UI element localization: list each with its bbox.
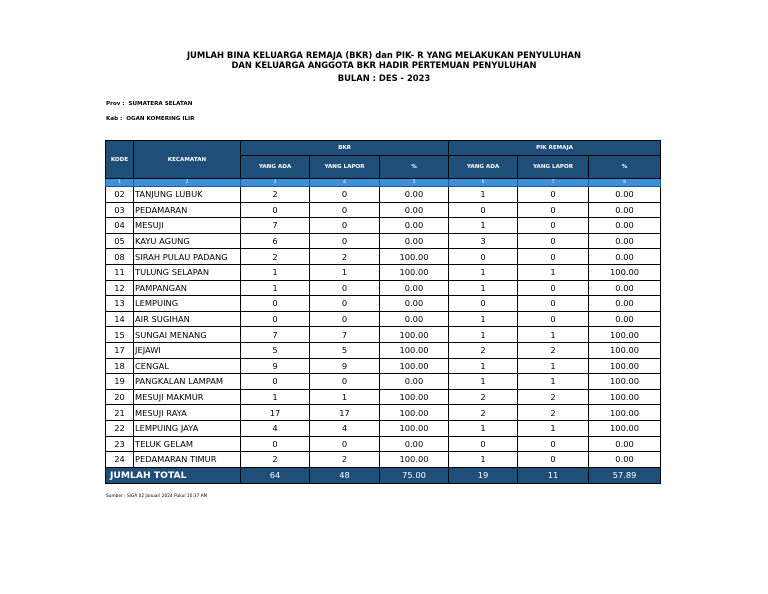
bkr-percent-cell: 100.00 [380, 420, 449, 436]
table-row [106, 218, 661, 234]
pik-yang-ada-cell: 0 [449, 296, 518, 312]
kode-cell: 02 [106, 187, 134, 203]
table-row [106, 202, 661, 218]
bkr-yang-ada-cell: 1 [241, 264, 310, 280]
header-bkr-yang-lapor: YANG LAPOR [310, 156, 380, 179]
pik-yang-ada-cell: 3 [449, 233, 518, 249]
kecamatan-cell: PEDAMARAN TIMUR [134, 452, 241, 468]
kecamatan-cell: MESUJI MAKMUR [134, 389, 241, 405]
table-row [106, 436, 661, 452]
kecamatan-cell: TELUK GELAM [134, 436, 241, 452]
table-row [106, 249, 661, 265]
pik-yang-lapor-cell: 0 [518, 187, 589, 203]
pik-percent-cell: 0.00 [589, 202, 661, 218]
pik-percent-cell: 0.00 [589, 436, 661, 452]
table-row [106, 358, 661, 374]
pik-percent-cell: 100.00 [589, 358, 661, 374]
regency-label: Kab : [106, 116, 123, 122]
pik-yang-ada-cell: 0 [449, 436, 518, 452]
bkr-yang-lapor-cell: 17 [310, 405, 380, 421]
kecamatan-cell: SIRAH PULAU PADANG [134, 249, 241, 265]
pik-yang-lapor-cell: 0 [518, 436, 589, 452]
kecamatan-cell: JEJAWI [134, 342, 241, 358]
bkr-percent-cell: 0.00 [380, 280, 449, 296]
pik-yang-ada-cell: 1 [449, 420, 518, 436]
pik-yang-lapor-cell: 0 [518, 218, 589, 234]
table-row [106, 280, 661, 296]
bkr-percent-cell: 100.00 [380, 342, 449, 358]
pik-yang-lapor-cell: 1 [518, 420, 589, 436]
data-table [105, 140, 661, 484]
pik-yang-lapor-cell: 0 [518, 233, 589, 249]
bkr-yang-lapor-cell: 1 [310, 264, 380, 280]
column-index: 6 [449, 179, 518, 187]
pik-yang-ada-cell: 1 [449, 187, 518, 203]
total-label: JUMLAH TOTAL [106, 467, 241, 483]
kode-cell: 12 [106, 280, 134, 296]
pik-yang-lapor-cell: 1 [518, 264, 589, 280]
bkr-yang-ada-cell: 1 [241, 389, 310, 405]
column-index: 1 [106, 179, 134, 187]
table-row [106, 264, 661, 280]
kode-cell: 24 [106, 452, 134, 468]
pik-yang-ada-cell: 1 [449, 358, 518, 374]
header-pik-yang-lapor: YANG LAPOR [518, 156, 589, 179]
column-index: 4 [310, 179, 380, 187]
pik-yang-lapor-cell: 0 [518, 202, 589, 218]
header-bkr: BKR [241, 141, 449, 156]
bkr-yang-ada-cell: 2 [241, 249, 310, 265]
total-row [106, 467, 661, 483]
kecamatan-cell: KAYU AGUNG [134, 233, 241, 249]
pik-percent-cell: 0.00 [589, 249, 661, 265]
report-period: BULAN : DES - 2023 [337, 73, 431, 83]
kode-cell: 11 [106, 264, 134, 280]
kode-cell: 14 [106, 311, 134, 327]
bkr-yang-ada-cell: 0 [241, 296, 310, 312]
regency-info [106, 116, 194, 122]
pik-yang-ada-cell: 1 [449, 218, 518, 234]
pik-yang-ada-cell: 0 [449, 202, 518, 218]
bkr-yang-lapor-cell: 1 [310, 389, 380, 405]
kode-cell: 19 [106, 374, 134, 390]
report-title-line-1: JUMLAH BINA KELUARGA REMAJA (BKR) dan PIK- R YANG MELAKUKAN PENYULUHAN [186, 50, 582, 60]
pik-yang-ada-cell: 1 [449, 374, 518, 390]
header-pik-percent: % [589, 156, 661, 179]
header-kode: KODE [106, 141, 134, 179]
bkr-yang-lapor-cell: 0 [310, 296, 380, 312]
column-index: 3 [241, 179, 310, 187]
table-row [106, 389, 661, 405]
bkr-percent-cell: 0.00 [380, 218, 449, 234]
bkr-yang-ada-cell: 0 [241, 202, 310, 218]
bkr-percent-cell: 0.00 [380, 311, 449, 327]
kecamatan-cell: SUNGAI MENANG [134, 327, 241, 343]
pik-yang-lapor-cell: 2 [518, 342, 589, 358]
total-pik-yang-ada: 19 [449, 467, 518, 483]
pik-yang-lapor-cell: 2 [518, 389, 589, 405]
province-info [106, 101, 192, 107]
kode-cell: 15 [106, 327, 134, 343]
kecamatan-cell: CENGAL [134, 358, 241, 374]
column-index: 8 [589, 179, 661, 187]
pik-yang-lapor-cell: 0 [518, 296, 589, 312]
table-row [106, 187, 661, 203]
bkr-percent-cell: 0.00 [380, 187, 449, 203]
bkr-yang-lapor-cell: 2 [310, 249, 380, 265]
kecamatan-cell: MESUJI RAYA [134, 405, 241, 421]
pik-percent-cell: 0.00 [589, 296, 661, 312]
pik-yang-lapor-cell: 1 [518, 374, 589, 390]
bkr-yang-ada-cell: 17 [241, 405, 310, 421]
pik-percent-cell: 0.00 [589, 452, 661, 468]
total-bkr-yang-lapor: 48 [310, 467, 380, 483]
header-kecamatan: KECAMATAN [134, 141, 241, 179]
table-row [106, 420, 661, 436]
bkr-percent-cell: 100.00 [380, 452, 449, 468]
pik-percent-cell: 0.00 [589, 233, 661, 249]
bkr-percent-cell: 0.00 [380, 296, 449, 312]
table-row [106, 311, 661, 327]
table-row [106, 342, 661, 358]
province-value: SUMATERA SELATAN [128, 101, 193, 107]
bkr-yang-ada-cell: 7 [241, 327, 310, 343]
pik-yang-lapor-cell: 0 [518, 452, 589, 468]
kecamatan-cell: AIR SUGIHAN [134, 311, 241, 327]
kode-cell: 21 [106, 405, 134, 421]
kecamatan-cell: PAMPANGAN [134, 280, 241, 296]
bkr-yang-lapor-cell: 9 [310, 358, 380, 374]
pik-yang-lapor-cell: 0 [518, 280, 589, 296]
pik-percent-cell: 100.00 [589, 374, 661, 390]
kode-cell: 05 [106, 233, 134, 249]
header-bkr-percent: % [380, 156, 449, 179]
kecamatan-cell: PEDAMARAN [134, 202, 241, 218]
table-row [106, 405, 661, 421]
pik-yang-ada-cell: 2 [449, 389, 518, 405]
pik-yang-ada-cell: 1 [449, 264, 518, 280]
bkr-yang-lapor-cell: 0 [310, 311, 380, 327]
pik-percent-cell: 0.00 [589, 187, 661, 203]
kode-cell: 13 [106, 296, 134, 312]
pik-yang-ada-cell: 1 [449, 280, 518, 296]
bkr-yang-lapor-cell: 7 [310, 327, 380, 343]
table-row [106, 296, 661, 312]
bkr-yang-lapor-cell: 0 [310, 374, 380, 390]
bkr-yang-lapor-cell: 0 [310, 436, 380, 452]
kecamatan-cell: PANGKALAN LAMPAM [134, 374, 241, 390]
bkr-yang-ada-cell: 2 [241, 187, 310, 203]
pik-yang-lapor-cell: 2 [518, 405, 589, 421]
bkr-percent-cell: 0.00 [380, 202, 449, 218]
pik-yang-ada-cell: 0 [449, 249, 518, 265]
bkr-yang-ada-cell: 7 [241, 218, 310, 234]
pik-percent-cell: 100.00 [589, 342, 661, 358]
bkr-percent-cell: 100.00 [380, 327, 449, 343]
header-pik-yang-ada: YANG ADA [449, 156, 518, 179]
table-row [106, 452, 661, 468]
pik-yang-ada-cell: 2 [449, 405, 518, 421]
kecamatan-cell: TANJUNG LUBUK [134, 187, 241, 203]
pik-yang-lapor-cell: 1 [518, 358, 589, 374]
bkr-yang-lapor-cell: 0 [310, 187, 380, 203]
table-row [106, 374, 661, 390]
kode-cell: 23 [106, 436, 134, 452]
bkr-yang-ada-cell: 4 [241, 420, 310, 436]
bkr-yang-lapor-cell: 4 [310, 420, 380, 436]
pik-percent-cell: 0.00 [589, 311, 661, 327]
header-bkr-yang-ada: YANG ADA [241, 156, 310, 179]
bkr-percent-cell: 100.00 [380, 358, 449, 374]
bkr-yang-lapor-cell: 5 [310, 342, 380, 358]
kode-cell: 17 [106, 342, 134, 358]
bkr-yang-ada-cell: 9 [241, 358, 310, 374]
bkr-yang-ada-cell: 1 [241, 280, 310, 296]
regency-value: OGAN KOMERING ILIR [126, 116, 195, 122]
bkr-percent-cell: 100.00 [380, 249, 449, 265]
bkr-percent-cell: 0.00 [380, 374, 449, 390]
column-index: 7 [518, 179, 589, 187]
kecamatan-cell: LEMPUING [134, 296, 241, 312]
pik-yang-lapor-cell: 1 [518, 327, 589, 343]
bkr-percent-cell: 100.00 [380, 264, 449, 280]
bkr-yang-lapor-cell: 0 [310, 218, 380, 234]
kode-cell: 20 [106, 389, 134, 405]
pik-yang-ada-cell: 1 [449, 452, 518, 468]
bkr-yang-ada-cell: 5 [241, 342, 310, 358]
kecamatan-cell: TULUNG SELAPAN [134, 264, 241, 280]
pik-percent-cell: 0.00 [589, 218, 661, 234]
pik-percent-cell: 100.00 [589, 327, 661, 343]
pik-percent-cell: 0.00 [589, 280, 661, 296]
pik-yang-ada-cell: 1 [449, 327, 518, 343]
column-index: 2 [134, 179, 241, 187]
pik-percent-cell: 100.00 [589, 264, 661, 280]
column-index: 5 [380, 179, 449, 187]
bkr-yang-ada-cell: 0 [241, 436, 310, 452]
bkr-yang-lapor-cell: 2 [310, 452, 380, 468]
bkr-percent-cell: 0.00 [380, 436, 449, 452]
bkr-percent-cell: 100.00 [380, 389, 449, 405]
table-row [106, 327, 661, 343]
kode-cell: 04 [106, 218, 134, 234]
header-pik-remaja: PIK REMAJA [449, 141, 661, 156]
total-bkr-percent: 75.00 [380, 467, 449, 483]
bkr-percent-cell: 100.00 [380, 405, 449, 421]
total-pik-yang-lapor: 11 [518, 467, 589, 483]
kode-cell: 22 [106, 420, 134, 436]
pik-yang-ada-cell: 1 [449, 311, 518, 327]
province-label: Prov : [106, 101, 125, 107]
total-bkr-yang-ada: 64 [241, 467, 310, 483]
kode-cell: 08 [106, 249, 134, 265]
total-pik-percent: 57.89 [589, 467, 661, 483]
pik-yang-lapor-cell: 0 [518, 249, 589, 265]
pik-yang-ada-cell: 2 [449, 342, 518, 358]
bkr-yang-lapor-cell: 0 [310, 233, 380, 249]
pik-percent-cell: 100.00 [589, 420, 661, 436]
bkr-yang-ada-cell: 0 [241, 374, 310, 390]
bkr-yang-ada-cell: 6 [241, 233, 310, 249]
source-note: Sumber : SIGA 02 Januari 2024 Pukul 10.37 AM [106, 494, 208, 499]
kode-cell: 18 [106, 358, 134, 374]
table-row [106, 233, 661, 249]
bkr-yang-lapor-cell: 0 [310, 280, 380, 296]
pik-percent-cell: 100.00 [589, 389, 661, 405]
pik-yang-lapor-cell: 0 [518, 311, 589, 327]
kode-cell: 03 [106, 202, 134, 218]
bkr-yang-ada-cell: 2 [241, 452, 310, 468]
kecamatan-cell: LEMPUING JAYA [134, 420, 241, 436]
bkr-percent-cell: 0.00 [380, 233, 449, 249]
pik-percent-cell: 100.00 [589, 405, 661, 421]
report-title-line-2: DAN KELUARGA ANGGOTA BKR HADIR PERTEMUAN PENYULUHAN [231, 60, 537, 70]
bkr-yang-lapor-cell: 0 [310, 202, 380, 218]
kecamatan-cell: MESUJI [134, 218, 241, 234]
bkr-yang-ada-cell: 0 [241, 311, 310, 327]
column-index-row [106, 179, 661, 187]
